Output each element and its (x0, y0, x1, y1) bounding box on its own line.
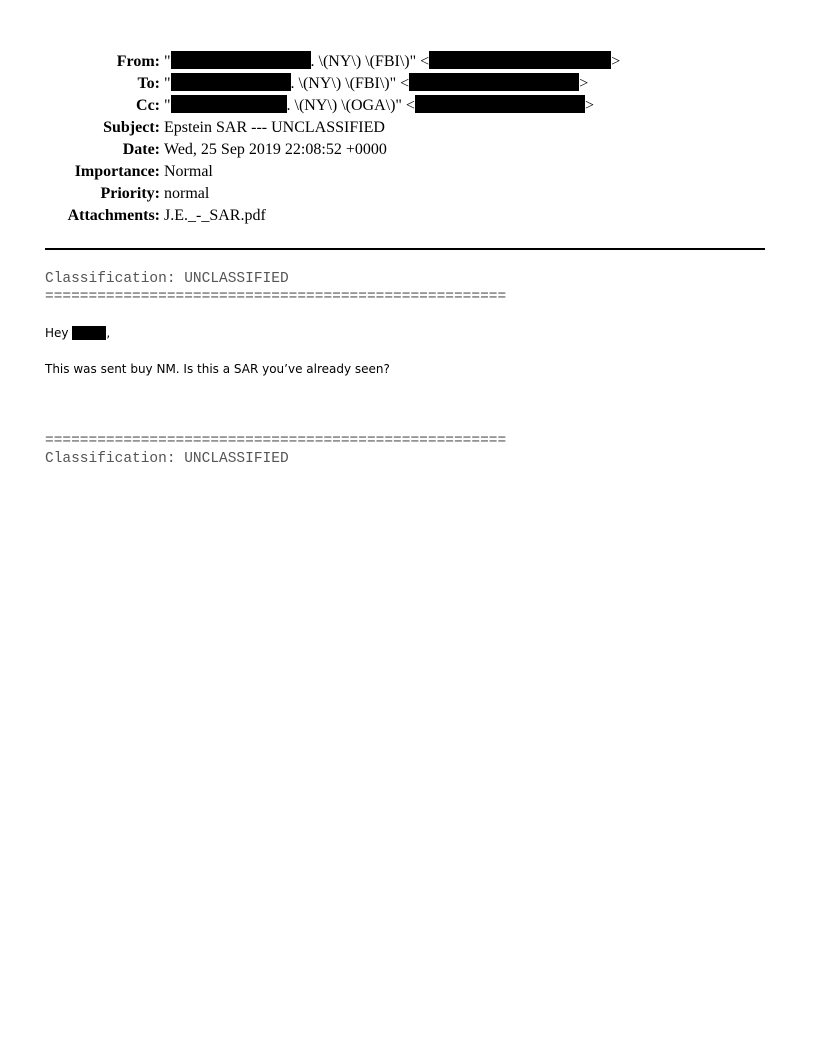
greeting: Hey , (45, 326, 111, 340)
cc-row (0, 95, 816, 117)
redaction-box (429, 51, 611, 69)
redaction-box (171, 95, 287, 113)
to-value: " . \(NY\) \(FBI\)" < > (164, 75, 589, 92)
to-label: To: (137, 75, 160, 92)
priority-value: normal (164, 185, 210, 202)
redaction-box (409, 73, 579, 91)
classification-top: Classification: UNCLASSIFIED (45, 271, 289, 287)
header-divider (45, 248, 765, 250)
redaction-box (415, 95, 585, 113)
cc-value: " . \(NY\) \(OGA\)" < > (164, 97, 594, 114)
subject-row (0, 117, 816, 139)
to-row (0, 73, 816, 95)
separator-top: ===================================================== (45, 289, 507, 305)
attachments-row (0, 205, 816, 227)
attachment-filename: J.E._-_SAR.pdf (164, 207, 266, 224)
priority-label: Priority: (100, 185, 160, 202)
from-value: " . \(NY\) \(FBI\)" < > (164, 53, 621, 70)
importance-value: Normal (164, 163, 213, 180)
redaction-box (171, 51, 311, 69)
email-header-block (0, 51, 816, 227)
subject-value: Epstein SAR --- UNCLASSIFIED (164, 119, 385, 136)
from-label: From: (116, 53, 160, 70)
from-row (0, 51, 816, 73)
message-body: This was sent buy NM. Is this a SAR you’ve already seen? (45, 362, 390, 376)
separator-bottom: ===================================================== (45, 433, 507, 449)
classification-bottom: Classification: UNCLASSIFIED (45, 451, 289, 467)
importance-row (0, 161, 816, 183)
priority-row (0, 183, 816, 205)
subject-label: Subject: (103, 119, 160, 136)
cc-label: Cc: (136, 97, 160, 114)
attachments-label: Attachments: (67, 207, 160, 224)
redaction-box (171, 73, 291, 91)
date-value: Wed, 25 Sep 2019 22:08:52 +0000 (164, 141, 387, 158)
date-row (0, 139, 816, 161)
redaction-box (72, 326, 106, 340)
importance-label: Importance: (74, 163, 160, 180)
date-label: Date: (122, 141, 160, 158)
